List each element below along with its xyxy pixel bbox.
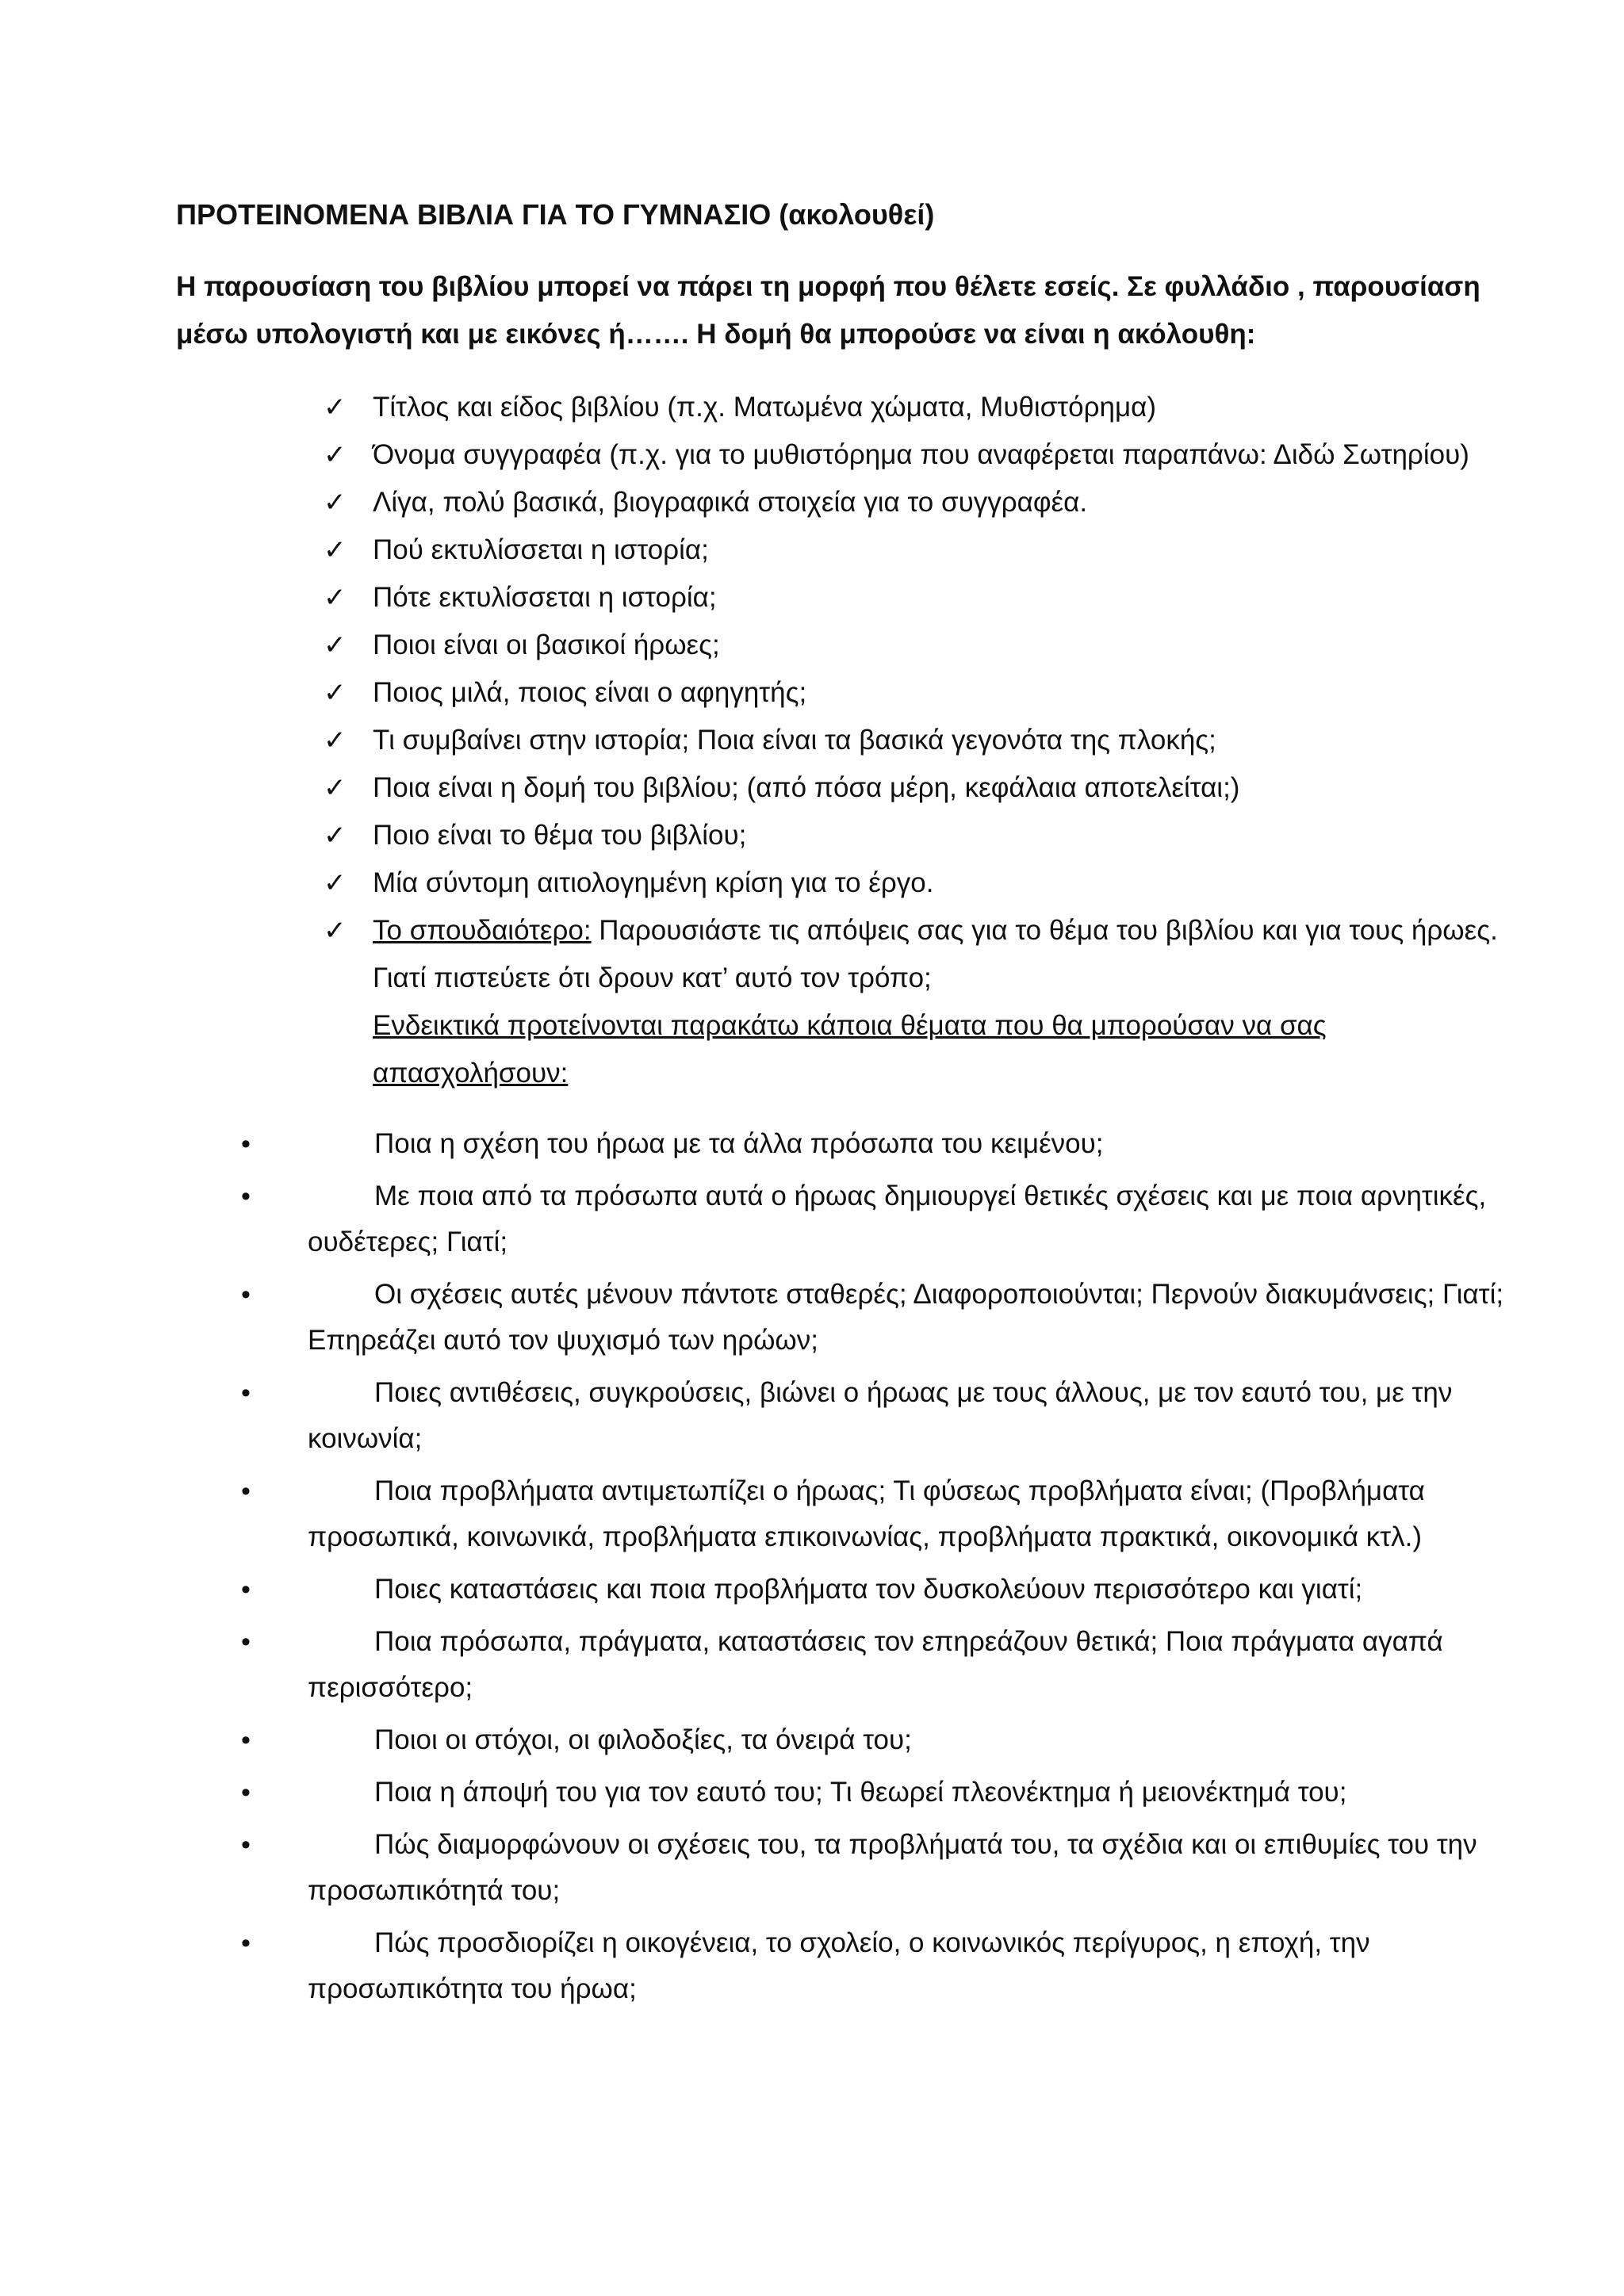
question-item: • Οι σχέσεις αυτές μένουν πάντοτε σταθερές; Διαφοροποιούνται; Περνούν διακυμάνσεις; Γιατί; Επηρεάζει αυτό τον ψυχισμό των ηρώων; [308, 1272, 1529, 1364]
check-icon: ✓ [324, 677, 347, 709]
question-item: • Ποιες αντιθέσεις, συγκρούσεις, βιώνει ο ήρωας με τους άλλους, με τον εαυτό του, με την κοινωνία; [308, 1370, 1529, 1462]
check-icon: ✓ [324, 725, 347, 756]
bullet-icon: • [241, 1378, 251, 1408]
check-icon: ✓ [324, 487, 347, 519]
checklist-item: ✓ Τίτλος και είδος βιβλίου (π.χ. Ματωμένα χώματα, Μυθιστόρημα) [324, 384, 1529, 431]
checklist-item: ✓ Ποιοι είναι οι βασικοί ήρωες; [324, 622, 1529, 669]
question-list [241, 1121, 1529, 2019]
bullet-icon: • [241, 1129, 251, 1159]
checklist-item: ✓ Ποιο είναι το θέμα του βιβλίου; [324, 812, 1529, 859]
suggestion-text: Ενδεικτικά προτείνονται παρακάτω κάποια θέματα που θα μπορούσαν να σας απασχολήσουν: [373, 1010, 1327, 1089]
question-item: • Με ποια από τα πρόσωπα αυτά ο ήρωας δημιουργεί θετικές σχέσεις και με ποια αρνητικές, ουδέτερες; Γιατί; [308, 1173, 1529, 1265]
checklist-item: ✓ Πότε εκτυλίσσεται η ιστορία; [324, 574, 1529, 622]
check-icon: ✓ [324, 582, 347, 614]
check-icon: ✓ [324, 392, 347, 423]
important-text: Παρουσιάστε τις απόψεις σας για το θέμα του βιβλίου και για τους ήρωες. Γιατί πιστεύετε ότι δρουν κατ’ αυτό τον τρόπο; [373, 915, 1498, 993]
checklist-item-important [324, 907, 1529, 1097]
checklist-item: ✓ Μία σύντομη αιτιολογημένη κρίση για το έργο. [324, 859, 1529, 907]
bullet-icon: • [241, 1928, 251, 1958]
checklist-item: ✓ Λίγα, πολύ βασικά, βιογραφικά στοιχεία για το συγγραφέα. [324, 479, 1529, 526]
checklist-item: ✓ Ποιος μιλά, ποιος είναι ο αφηγητής; [324, 669, 1529, 717]
bullet-icon: • [241, 1280, 251, 1310]
check-icon: ✓ [324, 772, 347, 804]
check-icon: ✓ [324, 439, 347, 471]
bullet-icon: • [241, 1627, 251, 1657]
question-item: • Ποια προβλήματα αντιμετωπίζει ο ήρωας; Τι φύσεως προβλήματα είναι; (Προβλήματα προσωπικά, κοινωνικά, προβλήματα επικοινωνίας, προβλήματα πρακτικά, οικονομικά κτλ.) [308, 1468, 1529, 1560]
bullet-icon: • [241, 1181, 251, 1211]
question-item: • Πώς προσδιορίζει η οικογένεια, το σχολείο, ο κοινωνικός περίγυρος, η εποχή, την προσωπικότητα του ήρωα; [308, 1920, 1529, 2012]
checklist-item: ✓ Ποια είναι η δομή του βιβλίου; (από πόσα μέρη, κεφάλαια αποτελείται;) [324, 764, 1529, 812]
check-icon: ✓ [324, 820, 347, 851]
check-icon: ✓ [324, 915, 347, 947]
checklist-item: ✓ Πού εκτυλίσσεται η ιστορία; [324, 526, 1529, 574]
question-item: • Πώς διαμορφώνουν οι σχέσεις του, τα προβλήματά του, τα σχέδια και οι επιθυμίες του την προσωπικότητά του; [308, 1822, 1529, 1914]
question-item: • Ποια η σχέση του ήρωα με τα άλλα πρόσωπα του κειμένου; [308, 1121, 1529, 1167]
bullet-icon: • [241, 1725, 251, 1755]
important-label: Το σπουδαιότερο: [373, 915, 592, 946]
bullet-icon: • [241, 1575, 251, 1605]
question-item: • Ποιες καταστάσεις και ποια προβλήματα τον δυσκολεύουν περισσότερο και γιατί; [308, 1567, 1529, 1613]
bullet-icon: • [241, 1830, 251, 1860]
question-item: • Ποια πρόσωπα, πράγματα, καταστάσεις τον επηρεάζουν θετικά; Ποια πράγματα αγαπά περισσότερο; [308, 1619, 1529, 1711]
checklist [324, 384, 1529, 1097]
check-icon: ✓ [324, 534, 347, 566]
bullet-icon: • [241, 1476, 251, 1506]
checklist-item: ✓ Όνομα συγγραφέα (π.χ. για το μυθιστόρημα που αναφέρεται παραπάνω: Διδώ Σωτηρίου) [324, 431, 1529, 479]
question-item: • Ποια η άποψή του για τον εαυτό του; Τι θεωρεί πλεονέκτημα ή μειονέκτημά του; [308, 1770, 1529, 1816]
document-title: ΠΡΟΤΕΙΝΟΜΕΝΑ ΒΙΒΛΙΑ ΓΙΑ ΤΟ ΓΥΜΝΑΣΙΟ (ακολουθεί) [176, 198, 935, 231]
check-icon: ✓ [324, 867, 347, 899]
checklist-item: ✓ Τι συμβαίνει στην ιστορία; Ποια είναι τα βασικά γεγονότα της πλοκής; [324, 717, 1529, 764]
intro-paragraph: Η παρουσίαση του βιβλίου μπορεί να πάρει τη μορφή που θέλετε εσείς. Σε φυλλάδιο , παρουσίαση μέσω υπολογιστή και με εικόνες ή……. Η δομή θα μπορούσε να είναι η ακόλουθη: [176, 271, 1480, 350]
question-item: • Ποιοι οι στόχοι, οι φιλοδοξίες, τα όνειρά του; [308, 1717, 1529, 1763]
check-icon: ✓ [324, 629, 347, 661]
bullet-icon: • [241, 1777, 251, 1808]
